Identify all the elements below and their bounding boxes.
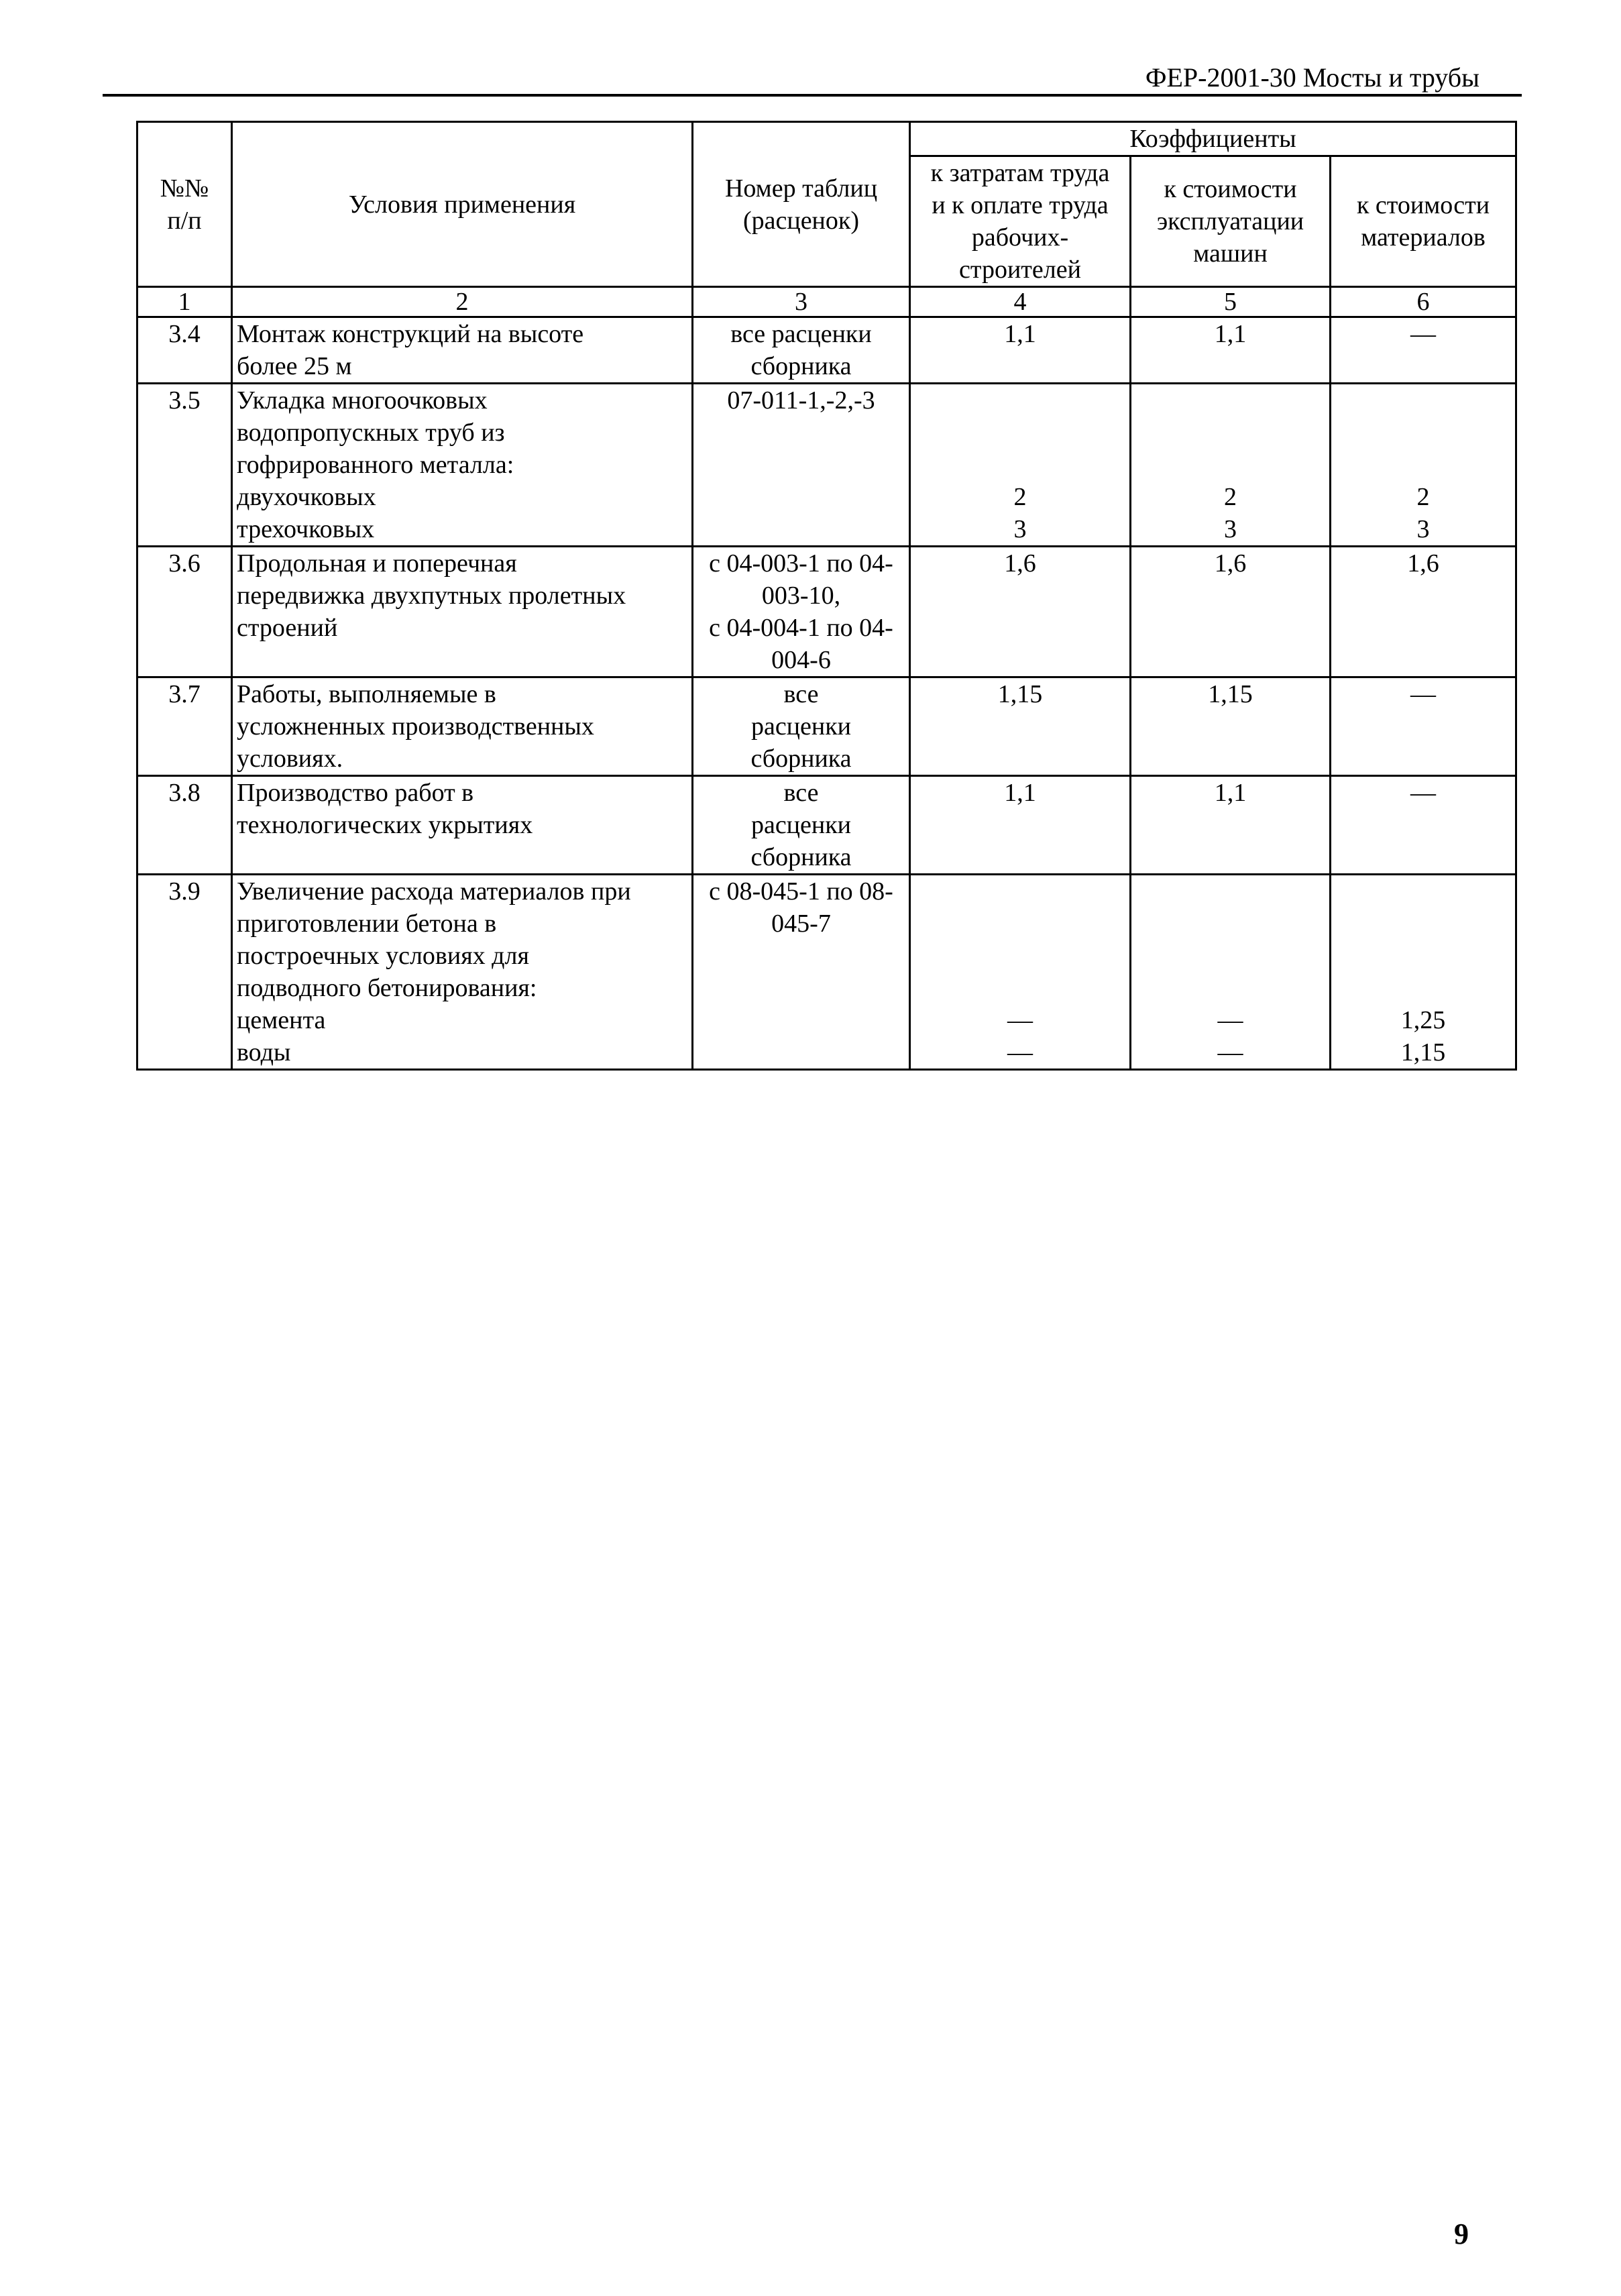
- cell-machines: [1131, 384, 1331, 547]
- cell-line: [1335, 417, 1511, 449]
- cell-line: подводного бетонирования:: [237, 974, 537, 1002]
- cell-line: с 04-003-1 по 04-: [709, 549, 893, 578]
- cell-line: 2: [1224, 483, 1237, 511]
- header-coefficients: Коэффициенты: [910, 122, 1516, 156]
- cell-line: —: [1410, 779, 1437, 807]
- cell-line: 003-10,: [761, 582, 841, 610]
- column-numbers-row: [137, 287, 1516, 317]
- cell-line: все расценки: [730, 320, 872, 348]
- cell-line: все: [783, 680, 819, 708]
- cell-line: двухочковых: [237, 483, 376, 511]
- cell-line: 1,15: [997, 680, 1043, 708]
- cell-line: 1,6: [1214, 549, 1247, 578]
- cell-line: с 04-004-1 по 04-: [709, 614, 893, 642]
- cell-line: [1335, 940, 1511, 972]
- cell-line: более 25 м: [237, 352, 352, 380]
- cell-line: Производство работ в: [237, 779, 474, 807]
- cell-line: [1135, 384, 1325, 417]
- cell-line: —: [1007, 1006, 1033, 1034]
- cell-conditions: [232, 384, 693, 547]
- cell-conditions: [232, 677, 693, 776]
- cell-labor: [910, 384, 1131, 547]
- cell-line: передвижка двухпутных пролетных: [237, 582, 626, 610]
- cell-tables: [693, 547, 910, 677]
- cell-line: расценки: [750, 811, 852, 839]
- cell-tables: [693, 384, 910, 547]
- cell-line: [1135, 449, 1325, 481]
- cell-tables: [693, 677, 910, 776]
- cell-num: 3.6: [137, 547, 232, 677]
- cell-line: Увеличение расхода материалов при: [237, 877, 631, 906]
- cell-line: —: [1410, 680, 1437, 708]
- cell-line: 004-6: [771, 646, 831, 674]
- cell-line: цемента: [237, 1006, 326, 1034]
- cell-line: расценки: [750, 712, 852, 741]
- cell-line: Монтаж конструкций на высоте: [237, 320, 584, 348]
- cell-line: [1335, 384, 1511, 417]
- cell-line: 3: [1013, 515, 1027, 543]
- cell-materials: [1331, 776, 1516, 875]
- cell-line: построечных условиях для: [237, 942, 529, 970]
- cell-line: строений: [237, 614, 338, 642]
- cell-line: [915, 972, 1125, 1004]
- cell-machines: [1131, 677, 1331, 776]
- cell-num: 3.8: [137, 776, 232, 875]
- header-row-top: [137, 122, 1516, 156]
- cell-line: 1,6: [1407, 549, 1439, 578]
- cell-line: [1335, 972, 1511, 1004]
- cell-line: 1,1: [1214, 779, 1247, 807]
- cell-num: 3.9: [137, 875, 232, 1070]
- cell-num: 3.7: [137, 677, 232, 776]
- header-divider: [103, 94, 1522, 97]
- cell-labor: [910, 875, 1131, 1070]
- cell-line: [1135, 875, 1325, 908]
- cell-line: трехочковых: [237, 515, 375, 543]
- cell-line: —: [1007, 1038, 1033, 1067]
- cell-line: [1335, 449, 1511, 481]
- table-row: [137, 384, 1516, 547]
- cell-machines: [1131, 875, 1331, 1070]
- cell-line: [1135, 972, 1325, 1004]
- header-materials: к стоимости материалов: [1331, 156, 1516, 287]
- cell-line: [915, 875, 1125, 908]
- header-num: №№ п/п: [137, 122, 232, 287]
- cell-conditions: [232, 875, 693, 1070]
- cell-line: с 08-045-1 по 08-: [709, 877, 893, 906]
- column-number: 5: [1131, 287, 1331, 317]
- cell-line: 1,25: [1400, 1006, 1446, 1034]
- cell-line: —: [1217, 1038, 1243, 1067]
- cell-line: Укладка многоочковых: [237, 386, 488, 415]
- cell-line: водопропускных труб из: [237, 419, 505, 447]
- cell-machines: [1131, 547, 1331, 677]
- cell-line: [915, 449, 1125, 481]
- column-number: 1: [137, 287, 232, 317]
- cell-line: 1,1: [1214, 320, 1247, 348]
- cell-labor: [910, 677, 1131, 776]
- cell-line: [1135, 940, 1325, 972]
- cell-line: [915, 908, 1125, 940]
- cell-line: сборника: [750, 843, 852, 871]
- cell-conditions: [232, 547, 693, 677]
- cell-materials: [1331, 317, 1516, 384]
- cell-line: воды: [237, 1038, 291, 1067]
- cell-tables: [693, 875, 910, 1070]
- cell-line: [1335, 908, 1511, 940]
- cell-line: [1135, 908, 1325, 940]
- column-number: 3: [693, 287, 910, 317]
- cell-line: 07-011-1,-2,-3: [727, 386, 875, 415]
- cell-labor: [910, 776, 1131, 875]
- cell-line: 2: [1013, 483, 1027, 511]
- cell-line: 045-7: [771, 910, 831, 938]
- cell-materials: [1331, 677, 1516, 776]
- cell-machines: [1131, 317, 1331, 384]
- cell-line: [1135, 417, 1325, 449]
- cell-line: 1,15: [1208, 680, 1253, 708]
- cell-tables: [693, 776, 910, 875]
- cell-line: усложненных производственных: [237, 712, 594, 741]
- cell-line: Продольная и поперечная: [237, 549, 517, 578]
- table-row: [137, 317, 1516, 384]
- cell-line: [915, 940, 1125, 972]
- cell-line: гофрированного металла:: [237, 451, 514, 479]
- cell-line: 3: [1224, 515, 1237, 543]
- cell-conditions: [232, 776, 693, 875]
- cell-line: —: [1217, 1006, 1243, 1034]
- cell-line: 1,15: [1400, 1038, 1446, 1067]
- column-number: 6: [1331, 287, 1516, 317]
- cell-materials: [1331, 384, 1516, 547]
- table-row: [137, 677, 1516, 776]
- cell-line: Работы, выполняемые в: [237, 680, 496, 708]
- cell-line: технологических укрытиях: [237, 811, 533, 839]
- header-machines: к стоимости эксплуатации машин: [1131, 156, 1331, 287]
- column-number: 2: [232, 287, 693, 317]
- table-row: [137, 776, 1516, 875]
- cell-line: [915, 417, 1125, 449]
- table-row: [137, 547, 1516, 677]
- table-row: [137, 875, 1516, 1070]
- cell-labor: [910, 317, 1131, 384]
- cell-num: 3.5: [137, 384, 232, 547]
- cell-line: 2: [1416, 483, 1430, 511]
- cell-materials: [1331, 547, 1516, 677]
- document-title: ФЕР-2001-30 Мосты и трубы: [1145, 62, 1479, 93]
- cell-line: 1,1: [1004, 320, 1036, 348]
- cell-labor: [910, 547, 1131, 677]
- column-number: 4: [910, 287, 1131, 317]
- cell-materials: [1331, 875, 1516, 1070]
- cell-line: условиях.: [237, 745, 343, 773]
- cell-machines: [1131, 776, 1331, 875]
- cell-line: сборника: [750, 745, 852, 773]
- table-body: [137, 317, 1516, 1070]
- header-labor: к затратам труда и к оплате труда рабочих- строителей: [910, 156, 1131, 287]
- cell-line: сборника: [750, 352, 852, 380]
- cell-line: [1335, 875, 1511, 908]
- cell-line: —: [1410, 320, 1437, 348]
- cell-line: [915, 384, 1125, 417]
- cell-line: 1,6: [1004, 549, 1036, 578]
- cell-line: 3: [1416, 515, 1430, 543]
- cell-tables: [693, 317, 910, 384]
- cell-line: приготовлении бетона в: [237, 910, 497, 938]
- header-conditions: Условия применения: [232, 122, 693, 287]
- cell-num: 3.4: [137, 317, 232, 384]
- page-number: 9: [1454, 2218, 1469, 2250]
- cell-line: все: [783, 779, 819, 807]
- cell-conditions: [232, 317, 693, 384]
- coefficients-table: [136, 121, 1517, 1071]
- cell-line: 1,1: [1004, 779, 1036, 807]
- header-tables: Номер таблиц (расценок): [693, 122, 910, 287]
